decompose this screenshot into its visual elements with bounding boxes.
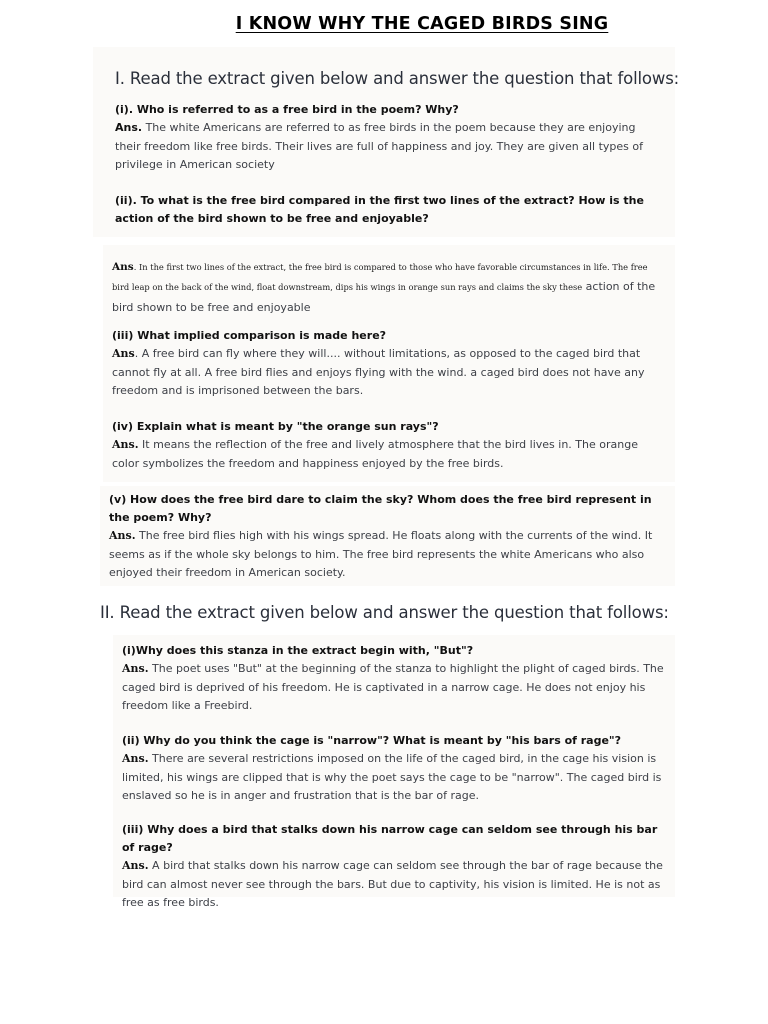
answer-label: Ans. xyxy=(115,121,143,134)
answer-label: Ans xyxy=(112,261,134,273)
answer-label: Ans. xyxy=(122,859,149,872)
answer-text: Ans. A free bird can fly where they will.... without limitations, as opposed to the caged bird that cannot fly at all. A free bird flies and enjoys flying with the wind. a caged bird does not have any freedom and is imprisoned between the bars. xyxy=(112,347,645,397)
question-text: (i). Who is referred to as a free bird in the poem? Why? xyxy=(115,103,459,116)
section2-q1 xyxy=(122,642,667,716)
question-text: (iii) Why does a bird that stalks down his narrow cage can seldom see through his bar of rage? xyxy=(122,823,658,854)
answer-label: Ans xyxy=(112,347,135,360)
section1-heading: I. Read the extract given below and answer the question that follows: xyxy=(115,69,680,88)
answer-text: Ans. It means the reflection of the free and lively atmosphere that the bird lives in. The orange color symbolizes the freedom and happiness enjoyed by the free birds. xyxy=(112,438,638,470)
question-text: (iv) Explain what is meant by "the orange sun rays"? xyxy=(112,420,439,433)
section1-q3 xyxy=(112,327,664,401)
question-text: (v) How does the free bird dare to claim the sky? Whom does the free bird represent in the poem? Why? xyxy=(109,493,652,524)
question-text: (ii) Why do you think the cage is "narrow"? What is meant by "his bars of rage"? xyxy=(122,734,622,747)
answer-text: Ans. The poet uses "But" at the beginning of the stanza to highlight the plight of caged birds. The caged bird is deprived of his freedom. He is captivated in a narrow cage. He does not enjoy his freedom like a Freebird. xyxy=(122,662,664,712)
answer-text-serif: . In the first two lines of the extract, the free bird is compared to those who have favorable circumstances in life. The free bird leap on the back of the wind, float downstream, dips his wings in orange sun rays and claims the sky these xyxy=(112,262,648,292)
section1-q1 xyxy=(115,101,660,175)
section1-q5 xyxy=(109,491,673,583)
answer-label: Ans. xyxy=(122,752,149,765)
answer-text: Ans. There are several restrictions imposed on the life of the caged bird, in the cage his vision is limited, his wings are clipped that is why the poet says the cage to be "narrow". The caged bird is enslaved so he is in anger and frustration that is the bar of rage. xyxy=(122,752,662,802)
answer-text: Ans. A bird that stalks down his narrow cage can seldom see through the bar of rage because the bird can almost never see through the bars. But due to captivity, his vision is limited. He is not as free as free birds. xyxy=(122,859,663,909)
document-title: I KNOW WHY THE CAGED BIRDS SING xyxy=(235,14,609,34)
section2-heading: II. Read the extract given below and answer the question that follows: xyxy=(100,603,669,622)
answer-text: Ans. The white Americans are referred to as free birds in the poem because they are enjoying their freedom like free birds. Their lives are full of happiness and joy. They are given all types of privilege in American society xyxy=(115,121,643,171)
answer-label: Ans. xyxy=(122,662,149,675)
section1-q2 xyxy=(115,192,665,228)
section1-q4 xyxy=(112,418,652,473)
answer-text: Ans. The free bird flies high with his wings spread. He floats along with the currents of the wind. It seems as if the whole sky belongs to him. The free bird represents the white Americans who also enjoyed their freedom in American society. xyxy=(109,529,653,579)
section2-q3 xyxy=(122,821,670,913)
section2-q2 xyxy=(122,732,670,806)
question-text: (ii). To what is the free bird compared in the first two lines of the extract? How is the action of the bird shown to be free and enjoyable? xyxy=(115,194,644,225)
section1-q2-answer xyxy=(112,256,660,317)
question-text: (iii) What implied comparison is made here? xyxy=(112,329,387,342)
answer-text-sans: action of the bird shown to be free and enjoyable xyxy=(112,280,656,314)
question-text: (i)Why does this stanza in the extract begin with, "But"? xyxy=(122,644,474,657)
answer-label: Ans. xyxy=(109,529,136,542)
answer-label: Ans. xyxy=(112,438,139,451)
